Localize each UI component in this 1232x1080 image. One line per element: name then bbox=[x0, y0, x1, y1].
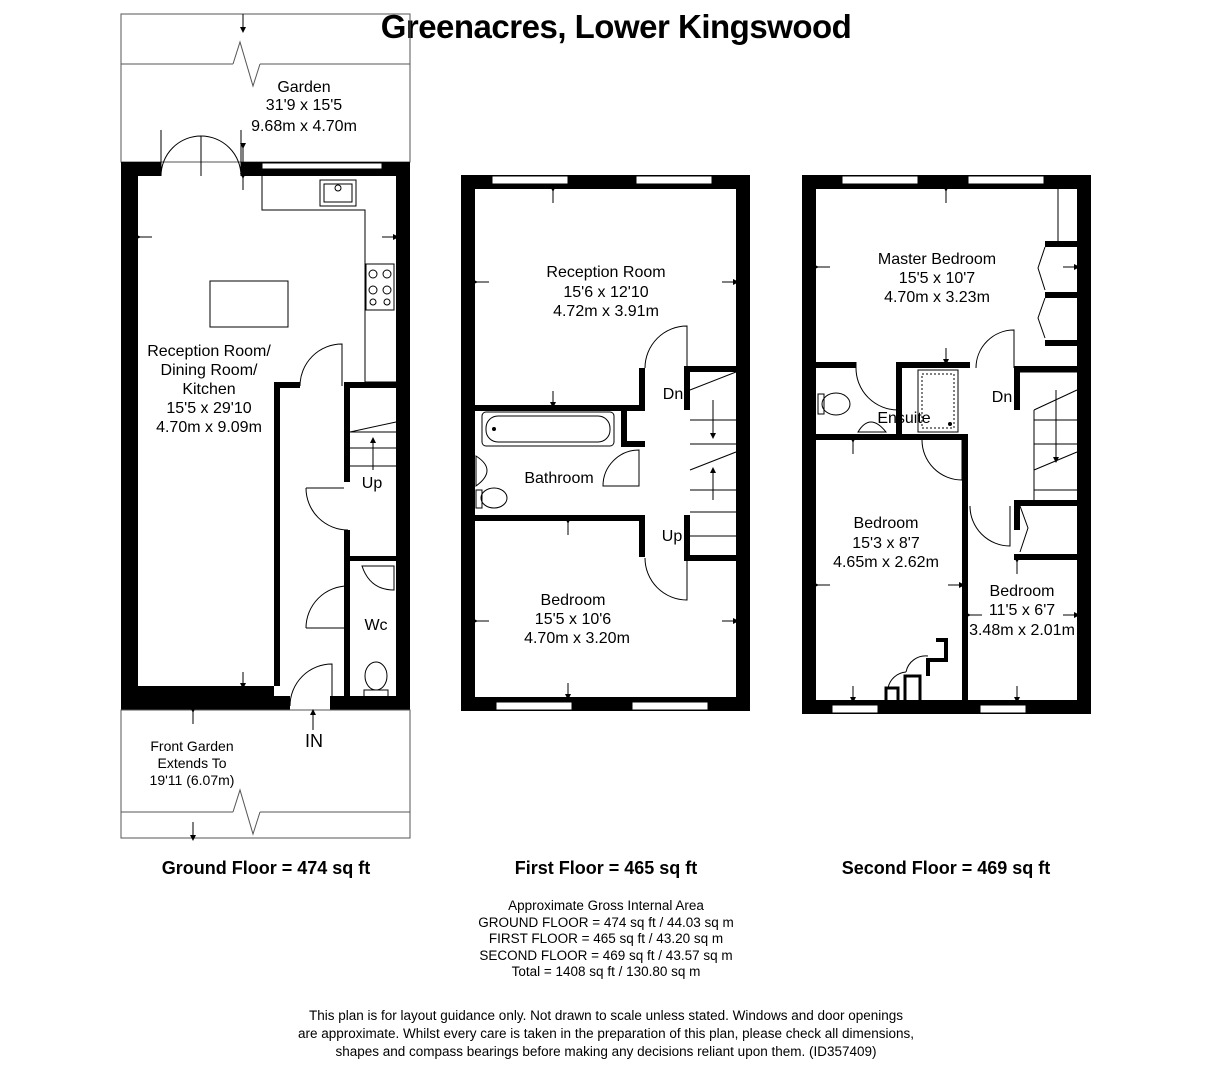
first-stairs-down-label: Dn bbox=[662, 386, 684, 403]
bedroom3-imperial: 11'5 x 6'7 bbox=[988, 602, 1056, 619]
bedroom3-metric: 3.48m x 2.01m bbox=[969, 622, 1075, 639]
area-total: Total = 1408 sq ft / 130.80 sq m bbox=[511, 964, 701, 979]
first-floor-caption: First Floor = 465 sq ft bbox=[514, 858, 698, 878]
disclaimer bbox=[256, 1007, 956, 1061]
area-heading: Approximate Gross Internal Area bbox=[508, 898, 704, 913]
disclaimer-line1: This plan is for layout guidance only. Not drawn to scale unless stated. Windows and door openings bbox=[308, 1008, 904, 1023]
master-bedroom-imperial: 15'5 x 10'7 bbox=[898, 270, 976, 287]
ensuite-label: Ensuite bbox=[877, 410, 931, 427]
garden-imperial: 31'9 x 15'5 bbox=[265, 97, 343, 114]
second-floor-plan bbox=[802, 175, 1091, 714]
second-floor-caption: Second Floor = 469 sq ft bbox=[841, 858, 1051, 878]
disclaimer-line2: are approximate. Whilst every care is taken in the preparation of this plan, please check all dimensions, bbox=[297, 1026, 915, 1041]
area-first: FIRST FLOOR = 465 sq ft / 43.20 sq m bbox=[488, 931, 724, 946]
front-garden-line2: Extends To bbox=[157, 755, 227, 771]
break-line-icon bbox=[233, 42, 260, 86]
first-stairs-up-label: Up bbox=[661, 528, 683, 545]
second-stairs-down-label: Dn bbox=[991, 389, 1013, 406]
basin-icon bbox=[476, 456, 487, 486]
first-bedroom-imperial: 15'5 x 10'6 bbox=[534, 611, 612, 628]
second-floor-stairs bbox=[1020, 372, 1077, 500]
reception-name-line1: Reception Room/ bbox=[147, 343, 271, 360]
stairs-up bbox=[350, 422, 396, 470]
disclaimer-line3: shapes and compass bearings before making any decisions reliant upon them. (ID357409) bbox=[335, 1044, 877, 1059]
first-reception-name: Reception Room bbox=[546, 264, 666, 281]
master-bedroom-metric: 4.70m x 3.23m bbox=[884, 289, 990, 306]
front-garden-line3: 19'11 (6.07m) bbox=[149, 772, 235, 788]
bathtub-icon bbox=[482, 412, 614, 446]
first-floor-plan bbox=[461, 175, 750, 711]
garden-metric: 9.68m x 4.70m bbox=[251, 118, 357, 135]
reception-imperial: 15'5 x 29'10 bbox=[166, 400, 252, 417]
ground-floor-plan bbox=[121, 14, 410, 838]
ground-stairs-up-label: Up bbox=[361, 475, 383, 492]
bathroom-label: Bathroom bbox=[524, 470, 594, 487]
area-ground: GROUND FLOOR = 474 sq ft / 44.03 sq m bbox=[478, 914, 734, 930]
reception-name-line3: Kitchen bbox=[182, 381, 236, 398]
master-bedroom-name: Master Bedroom bbox=[877, 251, 997, 268]
kitchen-worktop bbox=[262, 176, 396, 382]
garden-name: Garden bbox=[277, 79, 331, 96]
garden-outline bbox=[121, 14, 410, 162]
area-second: SECOND FLOOR = 469 sq ft / 43.57 sq m bbox=[479, 947, 733, 963]
page-title: Greenacres, Lower Kingswood bbox=[380, 8, 852, 45]
basin-icon bbox=[362, 566, 394, 590]
bedroom2-name: Bedroom bbox=[853, 515, 919, 532]
reception-name-line2: Dining Room/ bbox=[160, 362, 258, 379]
reception-metric: 4.70m x 9.09m bbox=[156, 419, 262, 436]
entrance-label: IN bbox=[305, 731, 323, 751]
front-garden-line1: Front Garden bbox=[150, 738, 234, 754]
first-bedroom-name: Bedroom bbox=[540, 592, 606, 609]
gross-area-summary bbox=[406, 898, 806, 981]
first-bedroom-metric: 4.70m x 3.20m bbox=[524, 630, 630, 647]
first-reception-imperial: 15'6 x 12'10 bbox=[563, 284, 649, 301]
first-reception-metric: 4.72m x 3.91m bbox=[553, 303, 659, 320]
toilet-icon bbox=[481, 488, 507, 508]
ground-floor-caption: Ground Floor = 474 sq ft bbox=[161, 858, 371, 878]
toilet-icon bbox=[822, 393, 850, 415]
bedroom3-name: Bedroom bbox=[989, 583, 1055, 600]
wc-label: Wc bbox=[364, 617, 388, 634]
kitchen-island bbox=[210, 281, 288, 327]
bedroom2-metric: 4.65m x 2.62m bbox=[833, 554, 939, 571]
first-floor-stairs bbox=[690, 372, 736, 536]
toilet-icon bbox=[365, 662, 387, 690]
bedroom2-imperial: 15'3 x 8'7 bbox=[852, 535, 920, 552]
